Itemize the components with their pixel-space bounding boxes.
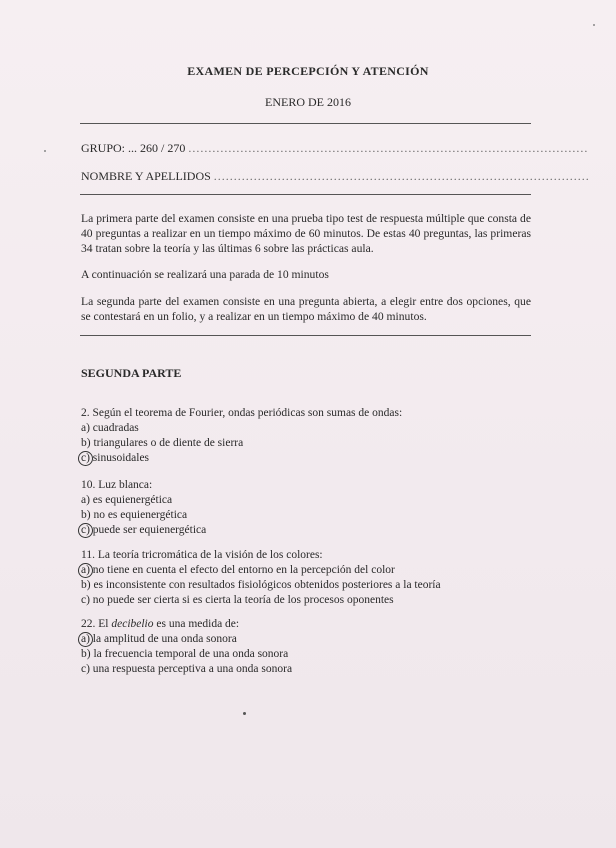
question-stem-suffix: es una medida de: — [153, 618, 240, 630]
answer-circle-mark — [78, 451, 93, 466]
answer-option: a) cuadradas — [81, 422, 139, 434]
answer-option: b) la frecuencia temporal de una onda sonora — [81, 648, 289, 660]
answer-circle-mark — [78, 523, 93, 538]
answer-option-text: c) sinusoidales — [81, 452, 150, 464]
section-title: SEGUNDA PARTE — [81, 366, 182, 380]
question — [81, 548, 541, 608]
question-stem: 2. Según el teorema de Fourier, ondas periódicas son sumas de ondas: — [81, 407, 403, 419]
question-stem: 11. La teoría tricromática de la visión de los colores: — [81, 549, 323, 561]
answer-option: c) una respuesta perceptiva a una onda sonora — [81, 663, 293, 675]
nombre-field — [81, 169, 590, 184]
nombre-dots: .............................................................................................. — [213, 169, 590, 183]
exam-date: ENERO DE 2016 — [265, 95, 351, 109]
question-stem — [81, 617, 541, 632]
answer-option-circled — [81, 632, 541, 647]
instructions-paragraph-2: A continuación se realizará una parada de 10 minutos — [81, 268, 329, 281]
answer-option: a) es equienergética — [81, 494, 173, 506]
paper-speck — [243, 712, 246, 715]
answer-option-circled — [81, 563, 541, 578]
instructions-paragraph-3: La segunda parte del examen consiste en una pregunta abierta, a elegir entre dos opciones, que se contestará en un folio, y a realizar en un tiempo máximo de 40 minutos. — [81, 295, 531, 323]
grupo-label: GRUPO: ... 260 / 270 — [81, 141, 186, 155]
answer-circle-mark — [78, 563, 93, 578]
question — [81, 478, 541, 538]
answer-option: b) triangulares o de diente de sierra — [81, 437, 244, 449]
answer-option-circled — [81, 523, 541, 538]
paper-speck — [593, 24, 595, 26]
question — [81, 406, 541, 466]
question-stem-prefix: 22. El — [81, 618, 112, 630]
instructions-paragraph-1: La primera parte del examen consiste en una prueba tipo test de respuesta múltiple que consta de 40 preguntas a realizar en un tiempo máximo de 60 minutos. De estas 40 preguntas, las primeras 34 tratan sobre la teoría y las últimas 6 sobre las prácticas aula. — [81, 212, 531, 255]
answer-option-circled — [81, 451, 541, 466]
answer-option-text: a) no tiene en cuenta el efecto del entorno en la percepción del color — [81, 564, 395, 576]
answer-option-text: a) la amplitud de una onda sonora — [81, 633, 237, 645]
answer-option: c) no puede ser cierta si es cierta la teoría de los procesos oponentes — [81, 594, 394, 606]
answer-option: b) es inconsistente con resultados fisiológicos obtenidos posteriores a la teoría — [81, 579, 441, 591]
question — [81, 617, 541, 677]
answer-option: b) no es equienergética — [81, 509, 188, 521]
answer-circle-mark — [78, 632, 93, 647]
paper-speck — [44, 150, 46, 152]
divider — [80, 335, 531, 336]
answer-option-text: c) puede ser equienergética — [81, 524, 207, 536]
divider — [80, 194, 531, 195]
nombre-label: NOMBRE Y APELLIDOS — [81, 169, 211, 183]
question-stem: 10. Luz blanca: — [81, 479, 153, 491]
divider — [80, 123, 531, 124]
question-stem-italic: decibelio — [111, 618, 154, 630]
grupo-dots: .................................................................................................... — [188, 141, 589, 155]
exam-title: EXAMEN DE PERCEPCIÓN Y ATENCIÓN — [187, 64, 429, 78]
grupo-field — [81, 141, 589, 156]
